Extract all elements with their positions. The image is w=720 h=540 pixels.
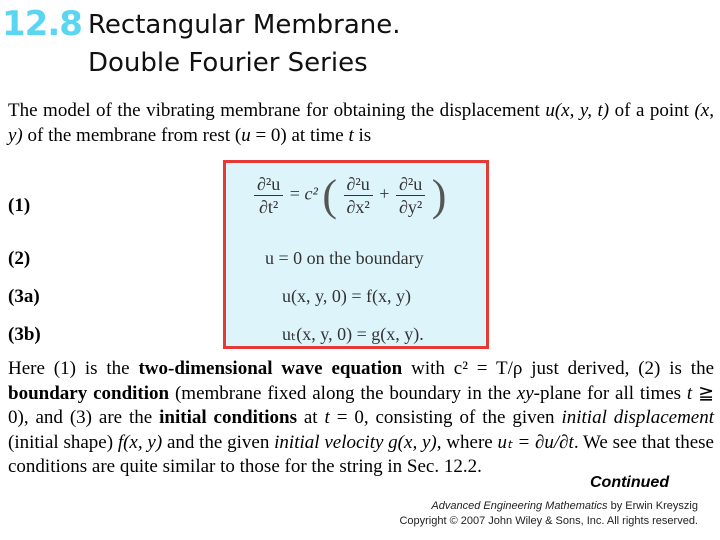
plus-sign: +	[379, 183, 390, 204]
title-line-2: Double Fourier Series	[88, 48, 368, 78]
intro-text: of the membrane from rest (	[22, 125, 242, 146]
boundary-equation: u = 0 on the boundary	[265, 248, 424, 268]
frac-num: ∂²u	[344, 173, 373, 196]
intro-text: The model of the vibrating membrane for obtaining the displacement	[8, 100, 546, 121]
wave-equation	[252, 170, 446, 221]
body-italic: t	[686, 382, 693, 404]
body-italic: uₜ = ∂u/∂t	[497, 431, 574, 453]
body-text: and the given	[162, 431, 275, 453]
title-line-1: Rectangular Membrane.	[88, 10, 401, 40]
intro-var: (x, y)	[8, 100, 714, 146]
footer	[399, 499, 698, 529]
body-italic: initial velocity g(x, y)	[274, 431, 437, 453]
body-italic: f(x, y)	[117, 431, 163, 453]
frac-den: ∂x²	[346, 197, 370, 217]
fraction	[254, 173, 283, 218]
initial-velocity-equation: uₜ(x, y, 0) = g(x, y).	[282, 324, 424, 344]
body-bold: initial conditions	[159, 407, 297, 428]
intro-var: t	[348, 125, 354, 146]
body-italic: t	[324, 407, 330, 428]
frac-den: ∂t²	[259, 197, 279, 217]
frac-num: ∂²u	[254, 173, 283, 196]
equals-sign: =	[289, 183, 300, 204]
body-text: -plane for all times	[533, 382, 687, 404]
body-text: , where	[436, 431, 498, 453]
section-number: 12.8	[2, 4, 82, 44]
intro-text: is	[353, 125, 372, 146]
body-bold: two-dimensional wave equation	[138, 358, 403, 379]
intro-paragraph	[8, 98, 714, 148]
copyright: Copyright © 2007 John Wiley & Sons, Inc. All rights reserved.	[399, 515, 698, 527]
fraction	[344, 173, 373, 218]
body-bold: boundary condition	[8, 382, 170, 404]
slide-title	[88, 6, 401, 82]
body-text: with c² = T/ρ just derived, (2) is the	[402, 358, 715, 379]
book-title: Advanced Engineering Mathematics	[431, 500, 608, 512]
body-text: ≧ 0), and (3) are the	[8, 382, 714, 428]
equation-label-3b: (3b)	[8, 324, 41, 345]
frac-num: ∂²u	[396, 173, 425, 196]
book-author: by Erwin Kreyszig	[607, 500, 698, 512]
left-paren: (	[322, 171, 337, 220]
intro-text: of a point	[609, 100, 695, 121]
equation-label-1: (1)	[8, 195, 31, 216]
body-text: at	[296, 407, 325, 428]
intro-var: u(x, y, t)	[545, 100, 610, 121]
body-text: (membrane fixed along the boundary in the	[169, 382, 517, 404]
initial-displacement-equation: u(x, y, 0) = f(x, y)	[282, 286, 411, 306]
body-text: . We see that these conditions are quite similar to those for the string in Sec. 12.2.	[8, 431, 714, 477]
equation-label-3a: (3a)	[8, 286, 40, 307]
body-text: = 0, consisting of the given	[329, 407, 562, 428]
right-paren: )	[431, 171, 447, 220]
explanation-paragraph	[8, 357, 714, 480]
frac-den: ∂y²	[398, 197, 423, 217]
intro-text: = 0) at time	[250, 125, 349, 146]
equation-label-2: (2)	[8, 248, 31, 269]
body-text: (initial shape)	[8, 431, 118, 453]
fraction	[396, 173, 425, 218]
intro-var: u	[241, 125, 251, 146]
body-italic: initial displacement	[561, 407, 715, 428]
body-italic: xy	[516, 382, 534, 404]
continued-label: Continued	[590, 474, 670, 491]
body-text: Here (1) is the	[8, 358, 139, 379]
c-squared: c²	[304, 183, 318, 204]
